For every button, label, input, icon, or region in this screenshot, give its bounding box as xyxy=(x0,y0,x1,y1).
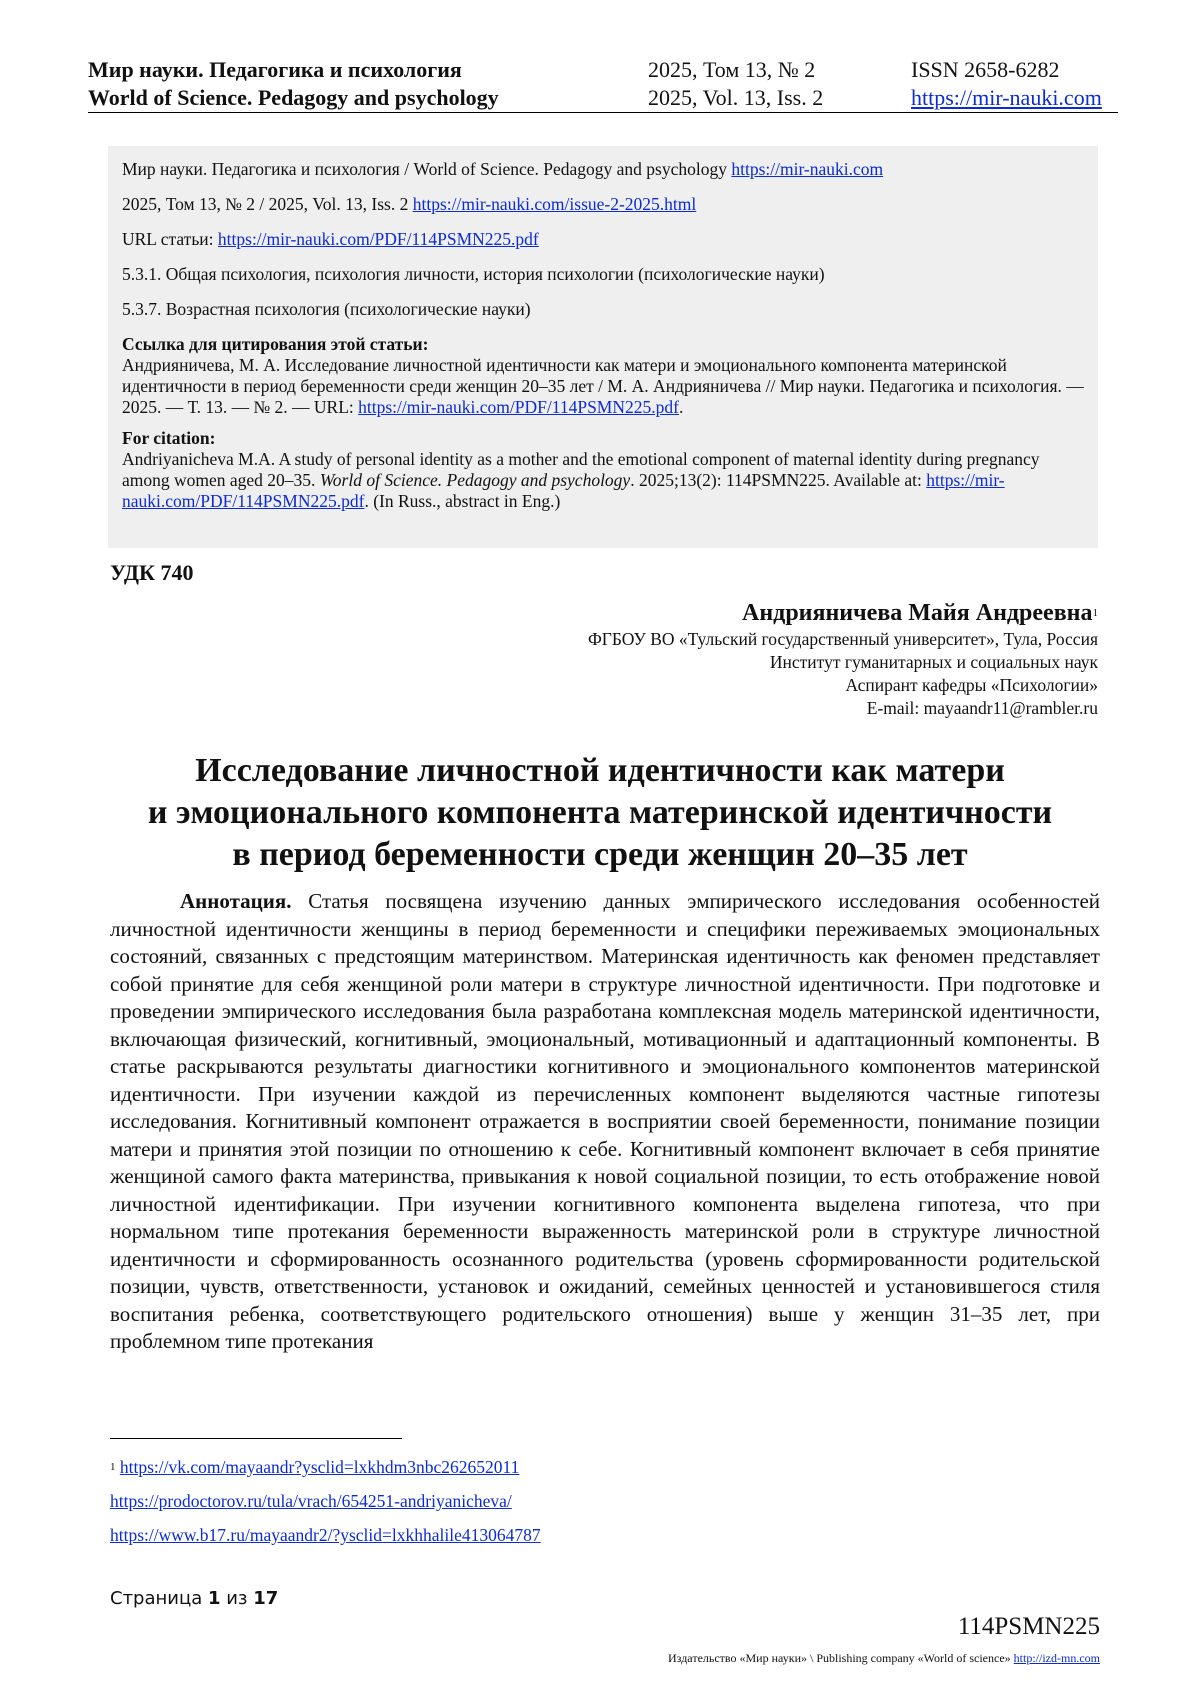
article-info-box xyxy=(108,146,1098,548)
author-block xyxy=(588,598,1098,720)
footnote-link-prodoctorov[interactable]: https://prodoctorov.ru/tula/vrach/654251-andriyanicheva/ xyxy=(110,1491,512,1511)
footnote-link-vk[interactable]: https://vk.com/mayaandr?ysclid=lxkhdm3nbc262652011 xyxy=(119,1457,520,1477)
issue-en: 2025, Vol. 13, Iss. 2 xyxy=(648,85,824,110)
citation-en-end: . (In Russ., abstract in Eng.) xyxy=(364,491,561,511)
journal-name-en: World of Science. Pedagogy and psychology xyxy=(88,85,499,110)
page-current: 1 xyxy=(207,1588,221,1609)
issn: ISSN 2658-6282 xyxy=(911,57,1060,82)
journal-name xyxy=(88,56,499,112)
citation-ru xyxy=(122,334,1084,418)
citation-ru-end: . xyxy=(678,397,684,417)
publisher-text: Издательство «Мир науки» \ Publishing company «World of science» xyxy=(668,1651,1014,1665)
citation-en-rest: . 2025;13(2): 114PSMN225. Available at: xyxy=(630,470,927,490)
footnote-1 xyxy=(110,1456,519,1478)
journal-name-ru: Мир науки. Педагогика и психология xyxy=(88,57,462,82)
specialty-2: 5.3.7. Возрастная психология (психологические науки) xyxy=(122,299,531,319)
footnote-3 xyxy=(110,1524,541,1546)
info-url-line xyxy=(122,229,1084,250)
page-of: из xyxy=(220,1588,254,1609)
author-name-line xyxy=(588,598,1098,628)
author-email: E-mail: mayaandr11@rambler.ru xyxy=(866,698,1098,718)
page-word: Страница xyxy=(110,1588,208,1609)
info-url-label: URL статьи: xyxy=(122,229,218,249)
author-affiliation-1: ФГБОУ ВО «Тульский государственный университет», Тула, Россия xyxy=(587,629,1098,649)
abstract-text: Статья посвящена изучению данных эмпирического исследования особенностей личностной идентичности женщины в период беременности и специфики переживаемых эмоциональных состояний, связанных с предстоящим материнством. Материнская идентичность как феномен представляет собой принятие для себя женщиной роли матери в структуре личностной идентичности. При подготовке и проведении эмпирического исследования была разработана комплексная модель материнской идентичности, включающая физический, когнитивный, эмоциональный, мотивационный и адаптационный компоненты. В статье раскрываются результаты диагностики когнитивного и эмоционального компонентов материнской идентичности. При изучении каждой из перечисленных компонент выделяются частные гипотезы исследования. Когнитивный компонент отражается в восприятии своей беременности, понимание позиции матери и принятия этой позиции по отношению к себе. Когнитивный компонент включает в себя принятие женщиной самого факта материнства, привыкания к новой социальной позиции, то есть отображение новой личностной идентификации. При изучении когнитивного компонента выделена гипотеза, что при нормальном типе протекания беременности выраженность материнской роли в структуре личностной идентичности и сформированность осознанного родительства (уровень сформированности родительской позиции, чувств, ответственности, установок и ожиданий, семейных ценностей и установившегося стиля воспитания ребенка, соответствующего родительского отношения) выше у женщин 31–35 лет, при проблемном типе протекания xyxy=(110,889,1100,1353)
info-issue-line xyxy=(122,194,1084,215)
citation-en xyxy=(122,428,1084,512)
citation-en-body xyxy=(122,449,1084,512)
journal-site-link[interactable]: https://mir-nauki.com xyxy=(911,85,1102,110)
title-line-1: Исследование личностной идентичности как матери xyxy=(195,752,1005,789)
citation-en-link[interactable]: https://mir-nauki.com/PDF/114PSMN225.pdf xyxy=(122,470,1005,511)
citation-en-heading: For citation: xyxy=(122,428,216,448)
specialty-1: 5.3.1. Общая психология, психология личности, история психологии (психологические науки) xyxy=(122,264,825,284)
issue-ru: 2025, Том 13, № 2 xyxy=(648,57,816,82)
author-footnote-mark: 1 xyxy=(1092,607,1098,619)
publisher-link[interactable]: http://izd-mn.com xyxy=(1013,1651,1100,1665)
author-affiliation-2: Институт гуманитарных и социальных наук xyxy=(769,652,1098,672)
udk-code: УДК 740 xyxy=(110,560,194,585)
page-number xyxy=(110,1588,278,1609)
page-total: 17 xyxy=(253,1588,279,1609)
info-issue-text: 2025, Том 13, № 2 / 2025, Vol. 13, Iss. 2 xyxy=(122,194,413,214)
citation-ru-text: Андрияничева, М. А. Исследование личностной идентичности как матери и эмоционального компонента материнской идентичности в период беременности среди женщин 20–35 лет / М. А. Андрияничева // Мир науки. Педагогика и психология. — 2025. — Т. 13. — № 2. — URL: xyxy=(122,355,1084,417)
title-line-2: и эмоционального компонента материнской идентичности xyxy=(147,794,1053,831)
article-title xyxy=(100,750,1100,876)
footnote-divider xyxy=(110,1438,402,1439)
footnote-link-b17[interactable]: https://www.b17.ru/mayaandr2/?ysclid=lxkhhalile413064787 xyxy=(110,1525,541,1545)
citation-ru-heading: Ссылка для цитирования этой статьи: xyxy=(122,334,429,354)
info-issue-link[interactable]: https://mir-nauki.com/issue-2-2025.html xyxy=(412,194,697,214)
citation-en-text: Andriyanicheva M.A. A study of personal identity as a mother and the emotional component of maternal identity during pregnancy among women aged 20–35. xyxy=(122,449,1040,490)
info-journal-line xyxy=(122,159,1084,180)
publisher-line xyxy=(668,1651,1100,1666)
footnote-2 xyxy=(110,1490,512,1512)
abstract-label: Аннотация. xyxy=(180,889,292,913)
title-line-3: в период беременности среди женщин 20–35 лет xyxy=(232,836,968,873)
citation-en-journal: World of Science. Pedagogy and psychology xyxy=(319,470,631,490)
info-journal-link[interactable]: https://mir-nauki.com xyxy=(731,159,884,179)
header-divider xyxy=(88,112,1118,113)
author-position: Аспирант кафедры «Психологии» xyxy=(845,675,1098,695)
article-code: 114PSMN225 xyxy=(957,1613,1100,1640)
author-name: Андрияничева Майя Андреевна xyxy=(742,600,1093,626)
citation-ru-link[interactable]: https://mir-nauki.com/PDF/114PSMN225.pdf xyxy=(358,397,679,417)
issn-info xyxy=(911,56,1102,112)
citation-ru-body xyxy=(122,355,1084,418)
footnote-mark: 1 xyxy=(110,1461,116,1473)
info-journal-text: Мир науки. Педагогика и психология / World of Science. Pedagogy and psychology xyxy=(122,159,732,179)
issue-info xyxy=(648,56,823,112)
journal-header xyxy=(88,56,1118,112)
abstract xyxy=(110,888,1100,1356)
info-article-url-link[interactable]: https://mir-nauki.com/PDF/114PSMN225.pdf xyxy=(217,229,539,249)
